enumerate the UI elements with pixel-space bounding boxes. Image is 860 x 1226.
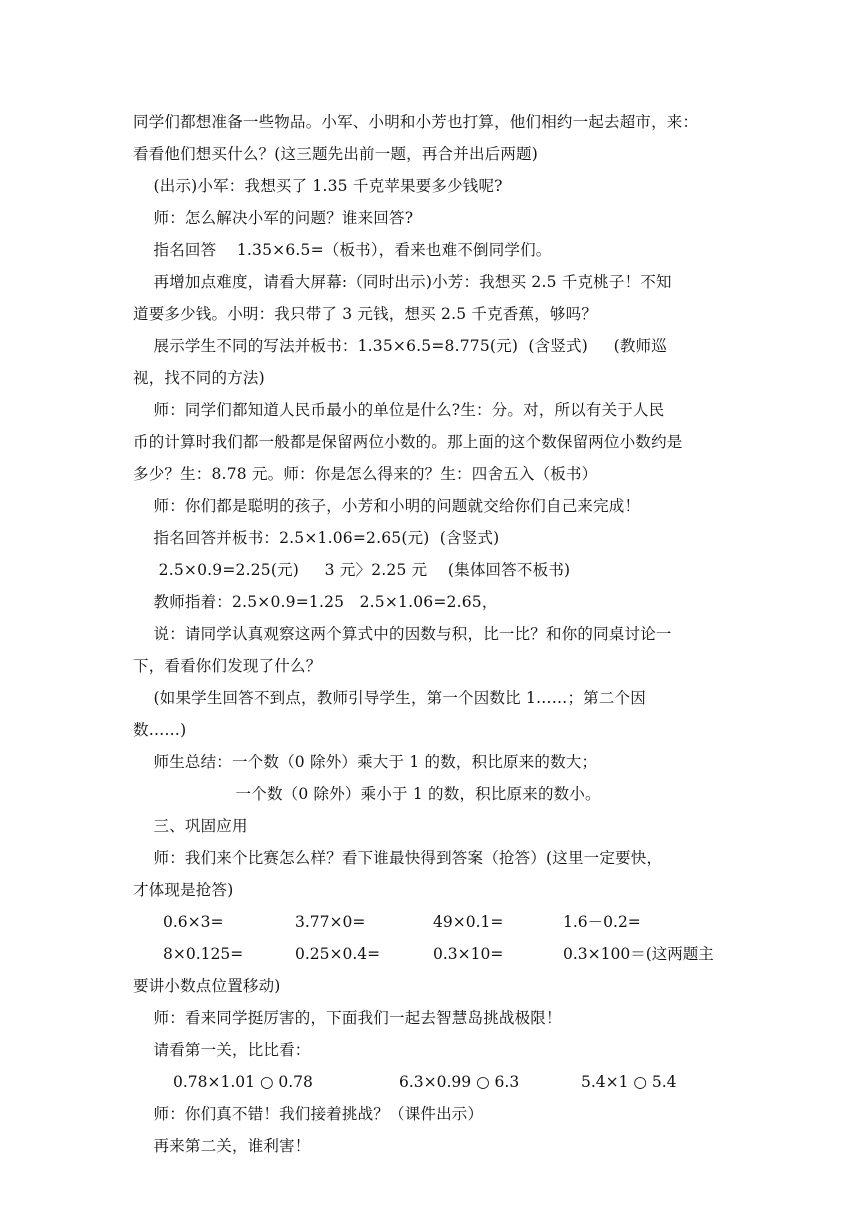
text-line: 多少？生：8.78 元。师：你是怎么得来的？生：四舍五入（板书） [133,465,598,483]
text-line: 2.5×0.9=2.25(元) 3 元〉2.25 元 (集体回答不板书) [133,561,571,579]
text-line: 师：你们都是聪明的孩子，小芳和小明的问题就交给你们自己来完成！ [133,497,641,515]
text-line: 再来第二关，谁利害！ [133,1137,311,1155]
compare-item: 6.3×0.99 ○ 6.3 [399,1073,520,1091]
text-line: 教师指着：2.5×0.9=1.25 2.5×1.06=2.65， [133,593,498,611]
text-line: 师：我们来个比赛怎么样？看下谁最快得到答案（抢答）(这里一定要快， [133,849,663,867]
compare-row [133,1066,733,1098]
exercise-item: 49×0.1= [433,913,504,931]
text-line: 数……) [133,721,187,739]
text-line: 说：请同学认真观察这两个算式中的因数与积，比一比？和你的同桌讨论一 [133,625,672,643]
exercise-row-2 [133,938,733,970]
exercise-item: 3.77×0= [295,913,366,931]
text-line: 才体现是抢答) [133,881,234,899]
text-line: 师：你们真不错！我们接着挑战？（课件出示） [133,1105,484,1123]
text-line: 师生总结：一个数（0 除外）乘大于 1 的数，积比原来的数大； [133,753,598,771]
exercise-item: 0.3×10= [433,945,504,963]
document-body [133,106,733,1162]
compare-item: 0.78×1.01 ○ 0.78 [173,1073,313,1091]
text-line: 一个数（0 除外）乘小于 1 的数，积比原来的数小。 [133,785,601,803]
text-line: 师：同学们都知道人民币最小的单位是什么?生：分。对，所以有关于人民 [133,401,665,419]
text-line: 同学们都想准备一些物品。小军、小明和小芳也打算，他们相约一起去超市，来： [133,113,699,131]
exercise-item: 0.3×100＝(这两题主 [563,945,714,963]
text-line: 指名回答 1.35×6.5=（板书），看来也难不倒同学们。 [133,241,552,259]
exercise-item: 0.25×0.4= [295,945,381,963]
text-line: 币的计算时我们都一般都是保留两位小数的。那上面的这个数保留两位小数约是 [133,433,683,451]
text-line: 指名回答并板书：2.5×1.06=2.65(元) (含竖式) [133,529,500,547]
text-line: (出示)小军：我想买了 1.35 千克苹果要多少钱呢? [133,177,503,195]
text-line: 师：看来同学挺厉害的，下面我们一起去智慧岛挑战极限！ [133,1009,562,1027]
text-line: 视，找不同的方法) [133,369,265,387]
text-line: 师：怎么解决小军的问题？谁来回答? [133,209,414,227]
text-line: 道要多少钱。小明：我只带了 3 元钱，想买 2.5 千克香蕉，够吗？ [133,305,598,323]
compare-item: 5.4×1 ○ 5.4 [581,1073,677,1091]
text-line: 下，看看你们发现了什么？ [133,657,322,675]
exercise-row-1 [133,906,733,938]
text-line: (如果学生回答不到点，教师引导学生，第一个因数比 1……；第二个因 [133,689,646,707]
exercise-item: 8×0.125= [163,945,244,963]
text-line: 请看第一关，比比看： [133,1041,311,1059]
text-line: 再增加点难度，请看大屏幕:（同时出示)小芳：我想买 2.5 千克桃子！不知 [133,273,672,291]
exercise-item: 1.6－0.2= [563,913,641,931]
text-line: 看看他们想买什么？(这三题先出前一题，再合并出后两题) [133,145,538,163]
section-heading: 三、巩固应用 [133,817,248,835]
exercise-item: 0.6×3= [163,913,224,931]
text-line: 展示学生不同的写法并板书：1.35×6.5=8.775(元) (含竖式) (教师巡 [133,337,667,355]
text-line: 要讲小数点位置移动) [133,977,281,995]
